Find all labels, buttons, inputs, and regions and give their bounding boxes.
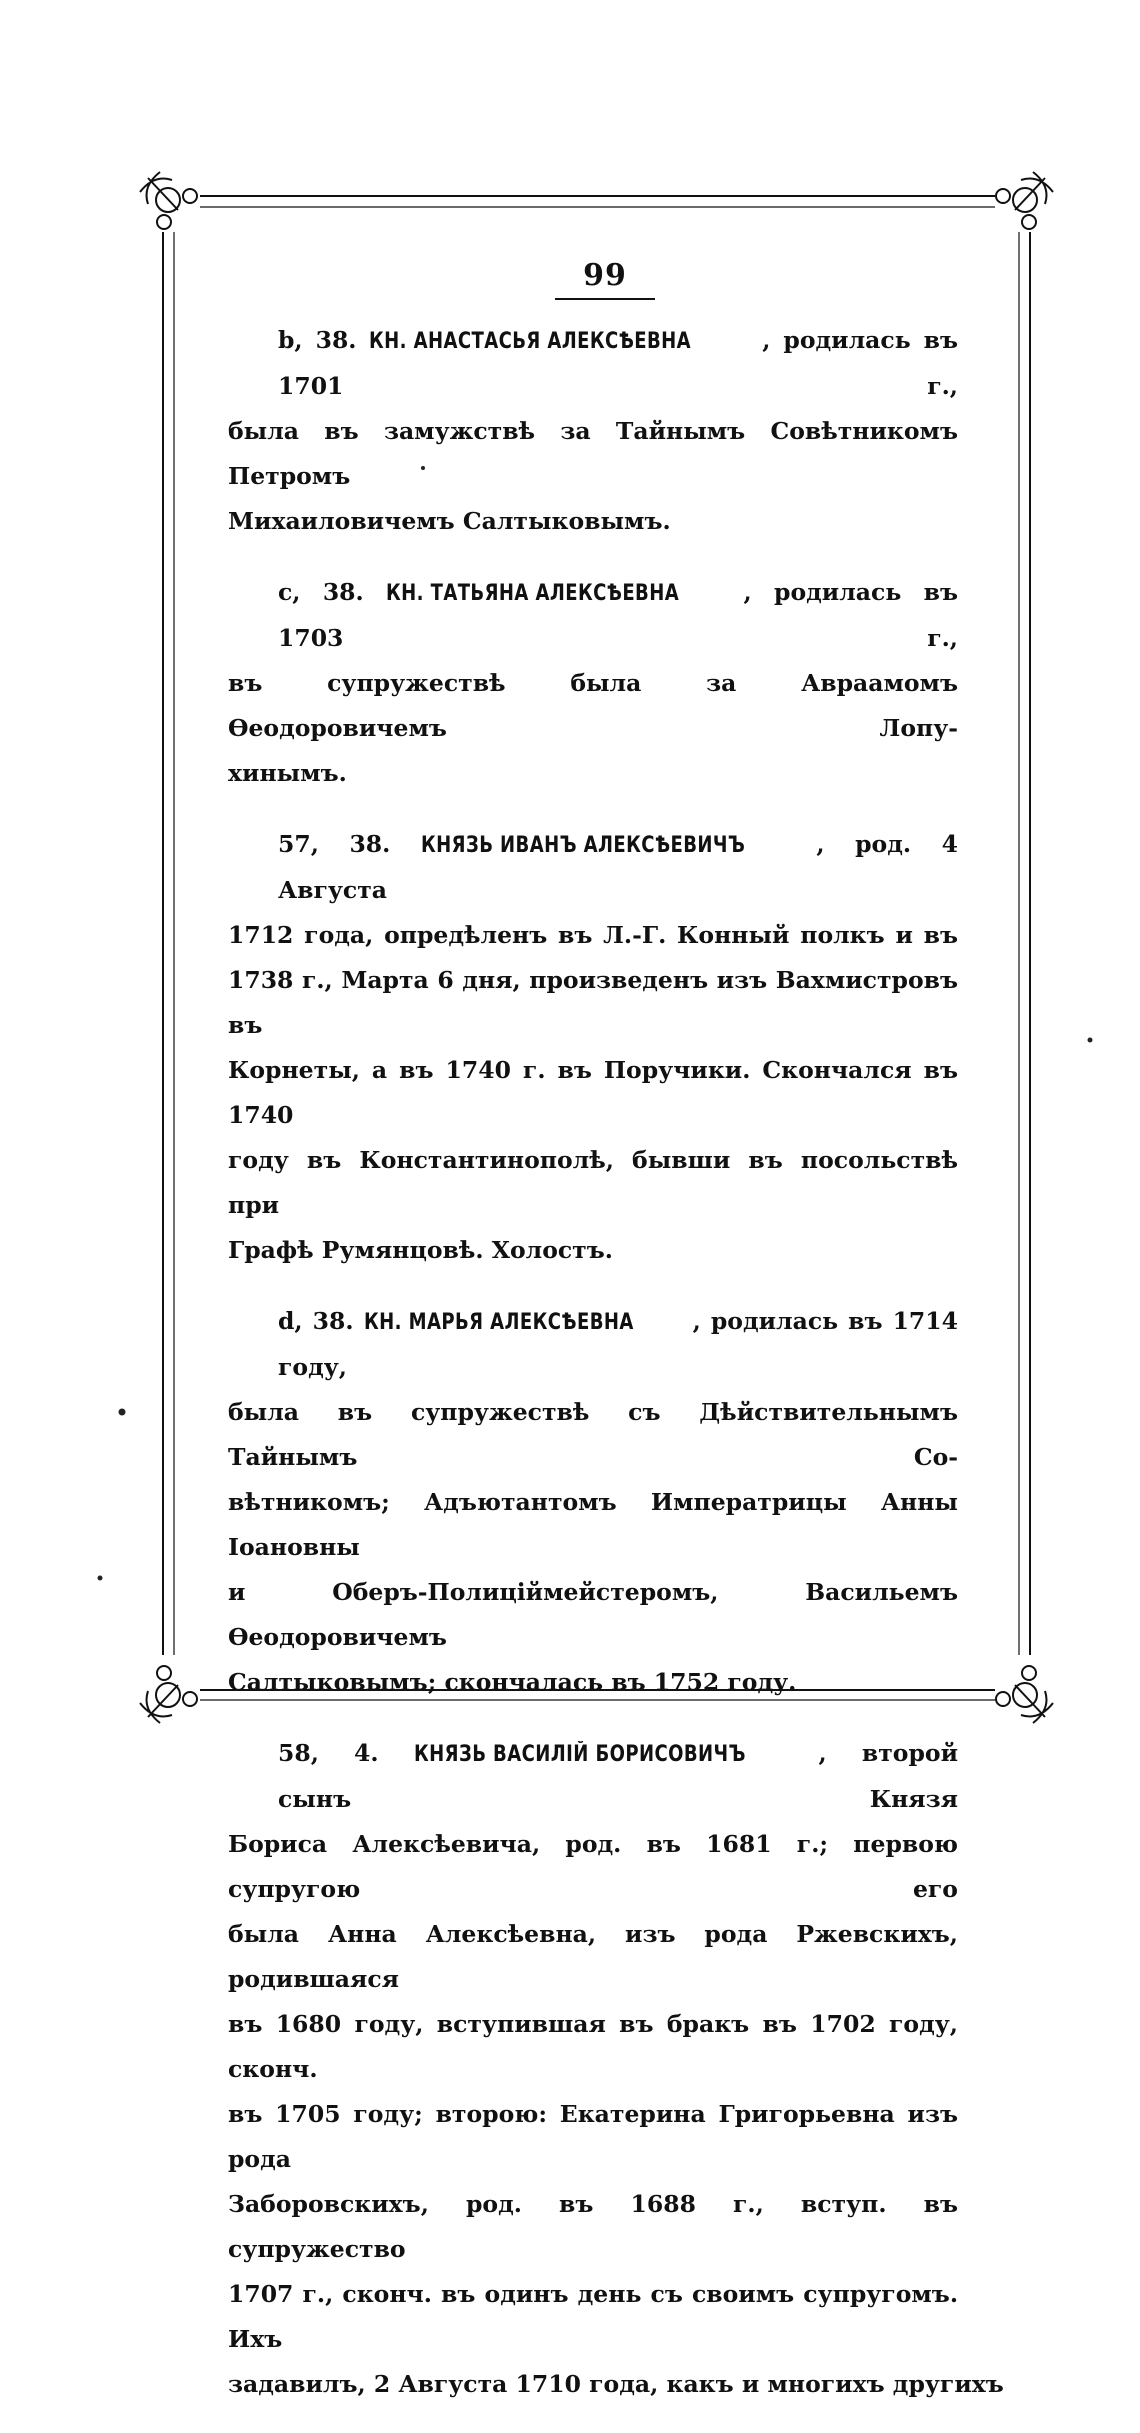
entry-text: , родилась въ 1701 г., — [278, 326, 958, 400]
entry-text-line: Заборовскихъ, род. въ 1688 г., вступ. въ супружество — [228, 2190, 958, 2263]
entry-text: , родилась въ 1703 г., — [278, 578, 958, 652]
entry-text: , второй сынъ Князя — [278, 1739, 959, 1813]
entry-text-line: въ 1680 году, вступившая въ бракъ въ 1702 году, сконч. — [228, 2010, 958, 2083]
entry-text-line: въ 1705 году; второю: Екатерина Григорьевна изъ рода — [228, 2100, 958, 2173]
entry-text: , род. 4 Августа — [278, 830, 958, 904]
entry-text-line: 1738 г., Марта 6 дня, произведенъ изъ Вахмистровъ въ — [228, 966, 958, 1039]
person-name: КН. ТАТЬЯНА АЛЕКСѢЕВНА — [386, 581, 680, 606]
entry-number: 57, 38. — [278, 830, 421, 858]
entry-text-line: вѣтникомъ; Адъютантомъ Императрицы Анны Іоановны — [228, 1488, 958, 1561]
genealogy-entry — [228, 570, 958, 796]
person-name: КН. МАРЬЯ АЛЕКСѢЕВНА — [363, 1310, 634, 1335]
entry-number: 58, 4. — [278, 1739, 414, 1767]
genealogy-entry — [228, 1299, 958, 1705]
entry-text: , родилась въ 1714 году, — [278, 1307, 958, 1381]
entry-text-line: и Оберъ-Полиціймейстеромъ, Васильемъ Ѳеодоровичемъ — [228, 1578, 958, 1651]
entry-text-line: была въ супружествѣ съ Дѣйствительнымъ Тайнымъ Со- — [228, 1398, 958, 1471]
entry-text-line: Михаиловичемъ Салтыковымъ. — [228, 507, 671, 535]
entry-text-line: Салтыковымъ; скончалась въ 1752 году. — [228, 1668, 797, 1696]
entry-number: b, 38. — [278, 326, 370, 354]
person-name: КНЯЗЬ ИВАНЪ АЛЕКСѢЕВИЧЪ — [420, 833, 746, 858]
page-number: 99 — [583, 258, 627, 293]
genealogy-entry — [228, 318, 958, 544]
entry-text-line: была Анна Алексѣевна, изъ рода Ржевскихъ, родившаяся — [228, 1920, 958, 1993]
entry-heading-line — [228, 1299, 958, 1390]
person-name: КНЯЗЬ ВАСИЛІЙ БОРИСОВИЧЪ — [413, 1742, 746, 1767]
entry-number: c, 38. — [278, 578, 387, 606]
genealogy-entry — [228, 1731, 1004, 2407]
entry-heading-line — [228, 318, 958, 409]
entry-text-line: хинымъ. — [228, 759, 347, 787]
entry-text-line: Бориса Алексѣевича, род. въ 1681 г.; первою супругою его — [228, 1830, 958, 1903]
entry-number: d, 38. — [278, 1307, 364, 1335]
entry-text-line: году въ Константинополѣ, бывши въ посольствѣ при — [228, 1146, 958, 1219]
entry-text-line: въ супружествѣ была за Авраамомъ Ѳеодоровичемъ Лопу- — [228, 669, 958, 742]
entry-heading-line — [228, 570, 958, 661]
page-number-rule — [555, 298, 655, 300]
entry-heading-line — [228, 822, 958, 913]
entry-text-line: была въ замужствѣ за Тайнымъ Совѣтникомъ Петромъ — [228, 417, 958, 490]
person-name: КН. АНАСТАСЬЯ АЛЕКСѢЕВНА — [369, 329, 692, 354]
entry-text-line: Графѣ Румянцовѣ. Холостъ. — [228, 1236, 613, 1264]
entry-text-line: Корнеты, а въ 1740 г. въ Поручики. Скончался въ 1740 — [228, 1056, 958, 1129]
entry-heading-line — [228, 1731, 958, 1822]
entry-text-line: 1712 года, опредѣленъ въ Л.-Г. Конный полкъ и въ — [228, 921, 958, 949]
genealogy-entry — [228, 822, 958, 1273]
page-body — [228, 318, 1004, 2433]
entry-text-line: 1707 г., сконч. въ одинъ день съ своимъ супругомъ. Ихъ — [228, 2280, 958, 2353]
entry-text-line: задавилъ, 2 Августа 1710 года, какъ и многихъ другихъ — [228, 2370, 1004, 2398]
